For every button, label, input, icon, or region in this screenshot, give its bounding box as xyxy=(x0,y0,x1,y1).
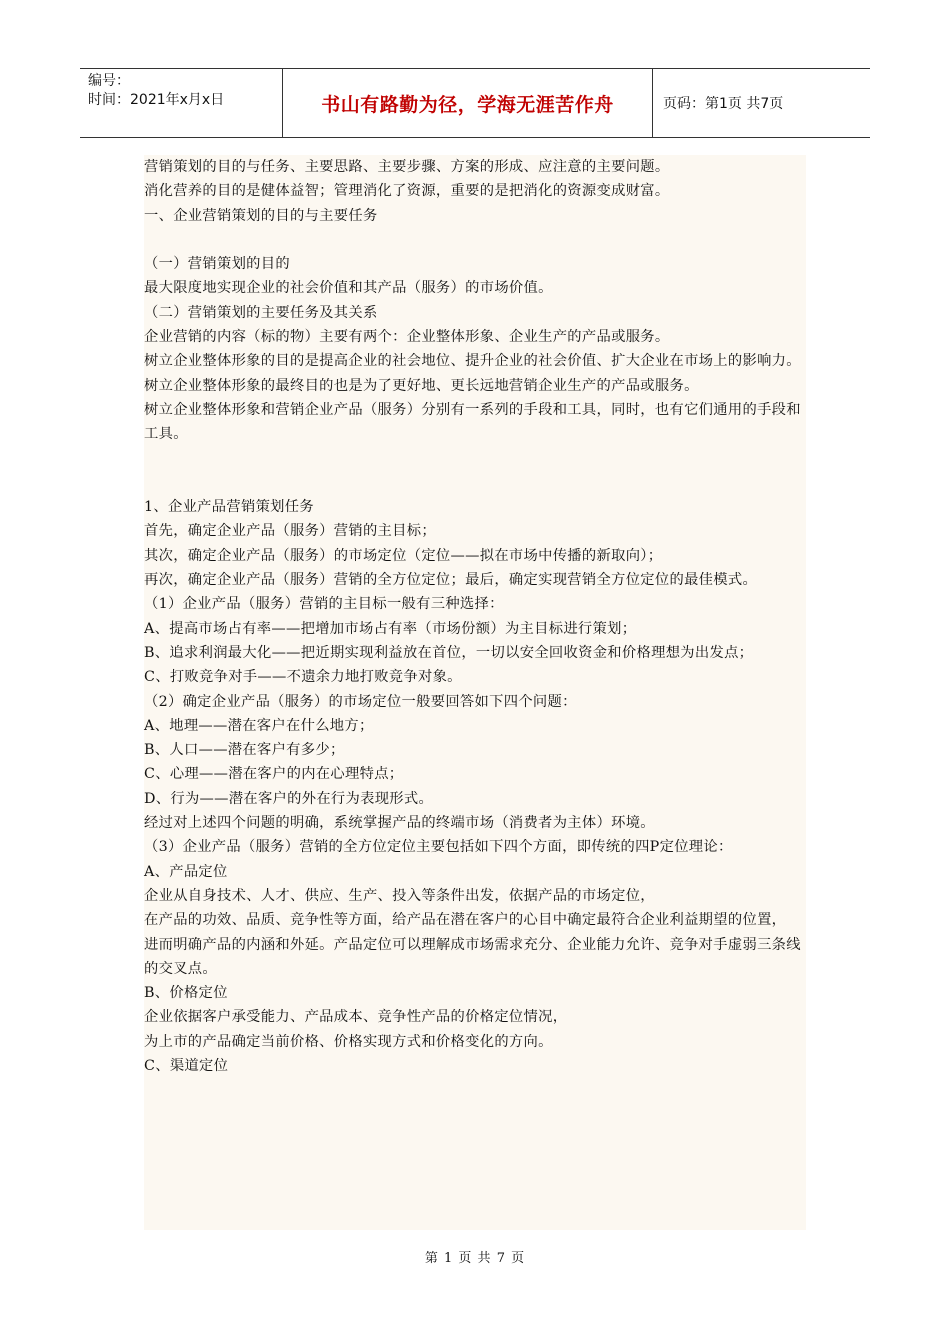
paragraph: 再次，确定企业产品（服务）营销的全方位定位；最后，确定实现营销全方位定位的最佳模式。 xyxy=(144,572,758,589)
paragraph: （二）营销策划的主要任务及其关系 xyxy=(144,304,378,321)
page-header xyxy=(80,68,870,138)
paragraph: 最大限度地实现企业的社会价值和其产品（服务）的市场价值。 xyxy=(144,280,553,297)
paragraph: A、地理——潜在客户在什么地方； xyxy=(144,717,374,734)
header-motto: 书山有路勤为径，学海无涯苦作舟 xyxy=(283,69,653,137)
paragraph: （2）确定企业产品（服务）的市场定位一般要回答如下四个问题： xyxy=(144,693,577,710)
paragraph: A、产品定位 xyxy=(144,863,228,880)
paragraph: 一、企业营销策划的目的与主要任务 xyxy=(144,207,378,224)
paragraph: 树立企业整体形象和营销企业产品（服务）分别有一系列的手段和工具，同时，也有它们通用的手段和工具。 xyxy=(144,401,801,443)
paragraph: 为上市的产品确定当前价格、价格实现方式和价格变化的方向。 xyxy=(144,1033,553,1050)
document-number-label: 编号： xyxy=(88,73,130,89)
paragraph: 企业营销的内容（标的物）主要有两个：企业整体形象、企业生产的产品或服务。 xyxy=(144,329,670,346)
blank-line xyxy=(144,447,806,471)
header-page-code: 页码：第1页 共7页 xyxy=(663,96,784,112)
paragraph: 经过对上述四个问题的明确，系统掌握产品的终端市场（消费者为主体）环境。 xyxy=(144,815,655,832)
paragraph: A、提高市场占有率——把增加市场占有率（市场份额）为主目标进行策划； xyxy=(144,620,637,637)
paragraph: C、打败竞争对手——不遗余力地打败竞争对象。 xyxy=(144,669,462,686)
paragraph: （1）企业产品（服务）营销的主目标一般有三种选择： xyxy=(144,596,504,613)
paragraph: 营销策划的目的与任务、主要思路、主要步骤、方案的形成、应注意的主要问题。 xyxy=(144,159,670,175)
paragraph: 在产品的功效、品质、竞争性等方面，给产品在潜在客户的心目中确定最符合企业利益期望的位置， xyxy=(144,912,787,929)
paragraph: 企业依据客户承受能力、产品成本、竞争性产品的价格定位情况， xyxy=(144,1009,568,1026)
paragraph: C、心理——潜在客户的内在心理特点； xyxy=(144,766,404,783)
paragraph: 其次，确定企业产品（服务）的市场定位（定位——拟在市场中传播的新取向）； xyxy=(144,547,663,564)
paragraph: 企业从自身技术、人才、供应、生产、投入等条件出发，依据产品的市场定位， xyxy=(144,887,655,904)
document-time-label: 时间：2021年x月x日 xyxy=(88,92,225,108)
paragraph: 消化营养的目的是健体益智；管理消化了资源，重要的是把消化的资源变成财富。 xyxy=(144,183,670,200)
blank-line xyxy=(144,471,806,495)
paragraph: 树立企业整体形象的最终目的也是为了更好地、更长远地营销企业生产的产品或服务。 xyxy=(144,377,699,394)
paragraph: 进而明确产品的内涵和外延。产品定位可以理解成市场需求充分、企业能力允许、竞争对手虚弱三条线的交叉点。 xyxy=(144,936,801,977)
paragraph: B、追求利润最大化——把近期实现利益放在首位，一切以安全回收资金和价格理想为出发点； xyxy=(144,644,754,661)
blank-line xyxy=(144,228,806,252)
paragraph: B、价格定位 xyxy=(144,985,228,1002)
paragraph: 树立企业整体形象的目的是提高企业的社会地位、提升企业的社会价值、扩大企业在市场上的影响力。 xyxy=(144,353,801,370)
paragraph: （3）企业产品（服务）营销的全方位定位主要包括如下四个方面，即传统的四P定位理论： xyxy=(144,839,733,856)
document-body xyxy=(144,155,806,1230)
paragraph: D、行为——潜在客户的外在行为表现形式。 xyxy=(144,790,434,807)
page-footer: 第 1 页 共 7 页 xyxy=(424,1251,526,1266)
paragraph: （一）营销策划的目的 xyxy=(144,256,290,273)
paragraph: C、渠道定位 xyxy=(144,1057,229,1074)
header-meta xyxy=(80,69,283,137)
paragraph: 1、企业产品营销策划任务 xyxy=(144,499,314,516)
paragraph: 首先，确定企业产品（服务）营销的主目标； xyxy=(144,523,436,540)
paragraph: B、人口——潜在客户有多少； xyxy=(144,742,345,759)
